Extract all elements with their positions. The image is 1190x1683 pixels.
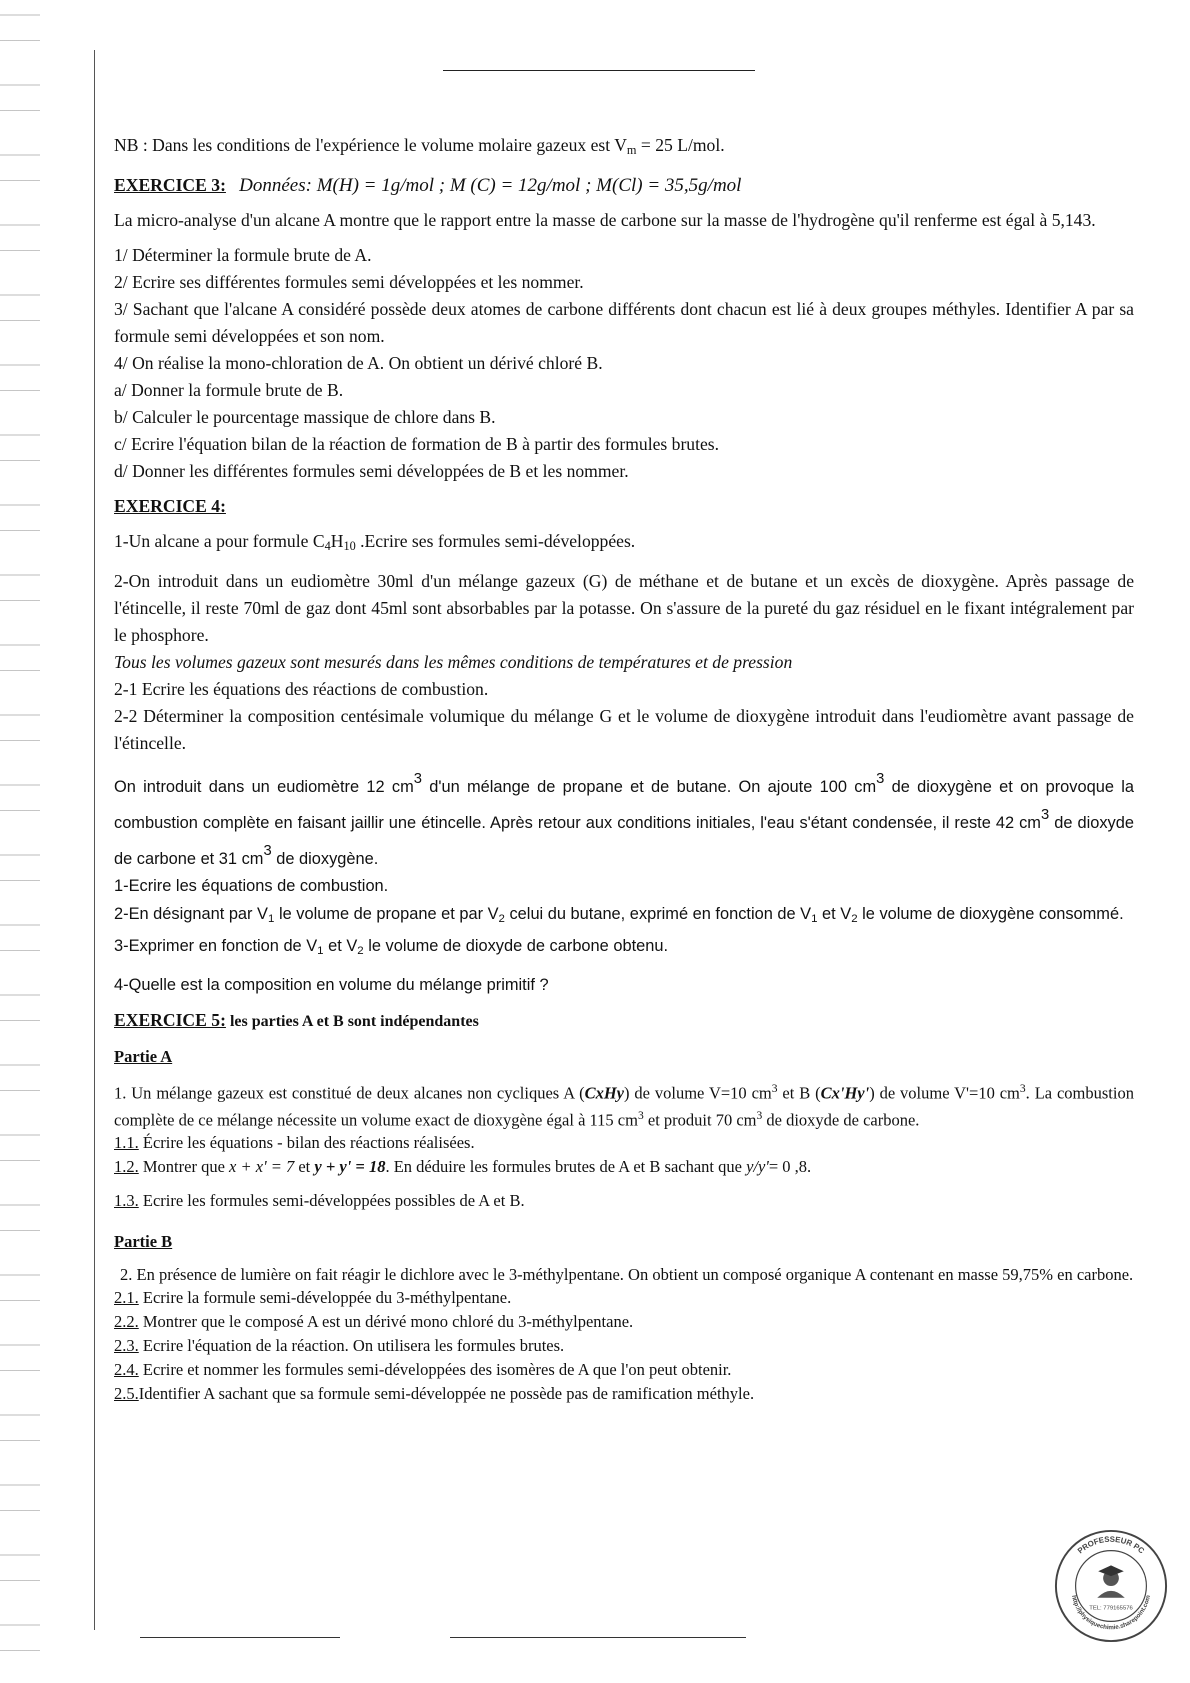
ex4-note: Tous les volumes gazeux sont mesurés dans les mêmes conditions de températures et de pression [114, 652, 793, 673]
ex5-part-b: Partie B [114, 1232, 173, 1252]
document-body [114, 132, 1134, 1406]
ex4-part2-intro: On introduit dans un eudiomètre 12 cm3 d'un mélange de propane et de butane. On ajoute 100 cm3 de dioxygène et on provoque la combustion complète en faisant jaillir une étincelle. Après retour aux conditions initiales, l'eau s'étant condensée, il reste 42 cm3 de dioxyde de carbone et 31 cm3 de dioxygène. [114, 771, 1134, 868]
ex4-q22: 2-2 Déterminer la composition centésimale volumique du mélange G et le volume de dioxygène introduit dans l'eudiomètre avant passage de l'étincelle. [114, 706, 1134, 754]
ex5-b25: 2.5.Identifier A sachant que sa formule semi-développée ne possède pas de ramification méthyle. [114, 1384, 755, 1404]
ex5-b21: 2.1. Ecrire la formule semi-développée du 3-méthylpentane. [114, 1288, 512, 1308]
nb-note: NB : Dans les conditions de l'expérience le volume molaire gazeux est $V_m = 25$ L/mol. [114, 135, 725, 158]
bottom-rule-left [140, 1637, 340, 1638]
ex3-q3: 3/ Sachant que l'alcane A considéré possède deux atomes de carbone différents dont chacun est lié à deux groupes méthyles. Identifier A par sa formule semi développées et son nom. [114, 299, 1134, 347]
ex3-qa: a/ Donner la formule brute de B. [114, 380, 344, 401]
stamp-url-text: http://physiquechimie.sharepoint.com [1070, 1594, 1152, 1632]
ex5-a11: 1.1. Écrire les équations - bilan des réactions réalisées. [114, 1133, 475, 1153]
ex3-qd: d/ Donner les différentes formules semi développées de B et les nommer. [114, 461, 629, 482]
ex3-title: EXERCICE 3: [114, 175, 226, 196]
ex5-a12: 1.2. Montrer que x + x' = 7 et y + y' = 18. En déduire les formules brutes de A et B sachant que y/y'= 0 ,8. [114, 1157, 812, 1177]
ex5-b24: 2.4. Ecrire et nommer les formules semi-développées des isomères de A que l'on peut obtenir. [114, 1360, 732, 1380]
ex3-intro: La micro-analyse d'un alcane A montre que le rapport entre la masse de carbone sur la masse de l'hydrogène qu'il renferme est égal à 5,143. [114, 210, 1096, 231]
scan-edge-artifact [0, 0, 40, 1683]
ex5-b22: 2.2. Montrer que le composé A est un dérivé mono chloré du 3-méthylpentane. [114, 1312, 634, 1332]
margin-line [94, 50, 95, 1630]
ex4-s2: 2-En désignant par $V_1$ le volume de propane et par $V_2$ celui du butane, exprimé en fonction de $V_1$ et $V_2$ le volume de dioxygène consommé. [114, 904, 1124, 925]
graduate-icon [1097, 1565, 1125, 1597]
ex5-part-a: Partie A [114, 1047, 173, 1067]
ex3-data: Données: M(H) = 1g/mol ; M (C) = 12g/mol ; M(Cl) = 35,5g/mol [239, 175, 742, 197]
ex5-a13: 1.3. Ecrire les formules semi-développées possibles de A et B. [114, 1191, 525, 1211]
stamp-tel: TEL: 779165576 [1089, 1605, 1133, 1612]
ex5-b2: 2. En présence de lumière on fait réagir le dichlore avec le 3-méthylpentane. On obtient un composé organique A contenant en masse 59,75% en carbone. [120, 1265, 1134, 1285]
ex3-q4: 4/ On réalise la mono-chloration de A. On obtient un dérivé chloré B. [114, 353, 603, 374]
ex4-q2: 2-On introduit dans un eudiomètre 30ml d'un mélange gazeux (G) de méthane et de butane et un excès de dioxygène. Après passage de l'étincelle, il reste 70ml de gaz dont 45ml sont absorbables par la potasse. On s'assure de la pureté du gaz résiduel en le fixant intégralement par le phosphore. [114, 571, 1134, 646]
ex3-q1: 1/ Déterminer la formule brute de A. [114, 245, 372, 266]
teacher-stamp [1052, 1527, 1170, 1645]
ex5-a1: 1. Un mélange gazeux est constitué de deux alcanes non cycliques A (CxHy) de volume V=10 $cm^3$ et B (Cx'Hy') de volume V'=10 $cm^3$. La combustion complète de ce mélange nécessite un volume exact de dioxygène égal à 115 $cm^3$ et produit 70 $cm^3$ de dioxyde de carbone. [114, 1083, 1134, 1130]
stamp-top-text: PROFESSEUR PC [1075, 1534, 1147, 1556]
ex3-qc: c/ Ecrire l'équation bilan de la réaction de formation de B à partir des formules brutes. [114, 434, 720, 455]
ex5-header: EXERCICE 5: les parties A et B sont indépendantes [114, 1010, 479, 1031]
top-rule [443, 70, 755, 71]
ex4-s1: 1-Ecrire les équations de combustion. [114, 876, 389, 895]
ex3-q2: 2/ Ecrire ses différentes formules semi développées et les nommer. [114, 272, 584, 293]
ex4-q21: 2-1 Ecrire les équations des réactions de combustion. [114, 679, 489, 700]
ex4-q1: 1-Un alcane a pour formule $C_4H_{10}$ .Ecrire ses formules semi-développées. [114, 531, 636, 554]
ex3-header [114, 172, 1134, 199]
ex4-s3: 3-Exprimer en fonction de $V_1$ et $V_2$ le volume de dioxyde de carbone obtenu. [114, 936, 669, 957]
ex3-qb: b/ Calculer le pourcentage massique de chlore dans B. [114, 407, 496, 428]
ex4-s4: 4-Quelle est la composition en volume du mélange primitif ? [114, 976, 549, 995]
ex4-title: EXERCICE 4: [114, 496, 226, 517]
bottom-rule-right [450, 1637, 746, 1638]
ex5-b23: 2.3. Ecrire l'équation de la réaction. On utilisera les formules brutes. [114, 1336, 565, 1356]
